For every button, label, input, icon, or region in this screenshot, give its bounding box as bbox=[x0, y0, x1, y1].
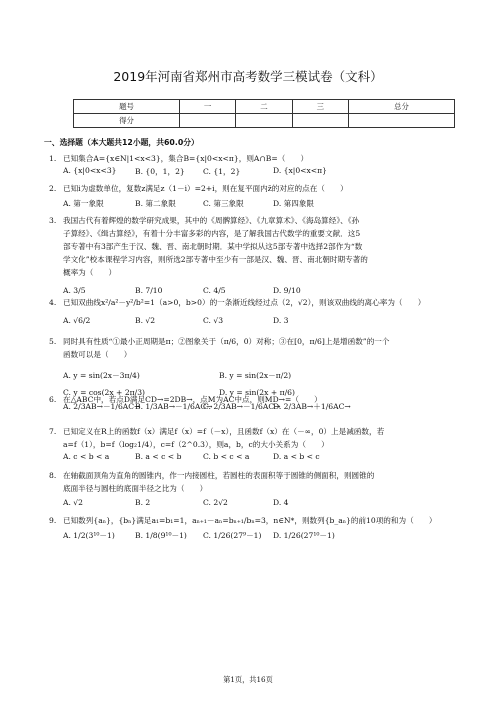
question-5 bbox=[49, 335, 449, 361]
answer-option-d[interactable]: D. y = sin(2x + π/6) bbox=[219, 388, 295, 397]
table-cell bbox=[179, 114, 235, 128]
table-cell bbox=[236, 114, 292, 128]
question-3 bbox=[49, 214, 449, 279]
answer-option-c[interactable]: C. 2√2 bbox=[203, 498, 228, 507]
answer-option-d[interactable]: D. a < b < c bbox=[273, 452, 320, 461]
question-number: 8. bbox=[49, 471, 57, 480]
table-cell: 总分 bbox=[349, 100, 455, 114]
question-stem-line: 已知数列{aₙ}，{bₙ}满足a₁=b₁=1，aₙ₊₁－aₙ=bₙ₊₁/bₙ=3，n∈N*，则数列{b_aₙ}的前10项的和为（ ） bbox=[63, 516, 437, 525]
section-heading: 一、选择题（本大题共12小题，共60.0分） bbox=[44, 138, 199, 147]
question-number: 3. bbox=[49, 216, 57, 225]
table-cell: 得分 bbox=[74, 114, 180, 128]
answer-option-b[interactable]: B. √2 bbox=[135, 316, 156, 325]
table-cell bbox=[292, 114, 348, 128]
question-stem-line: 在△ABC中，若点D满足CD→=2DB→，点M为AC中点，则MD→=（ ） bbox=[63, 395, 322, 404]
answer-option-c[interactable]: C. 2/3AB→－1/6AC→ bbox=[203, 402, 281, 411]
question-stem-line: 函数可以是（ ） bbox=[63, 350, 132, 359]
answer-option-c[interactable]: C. 第三象限 bbox=[203, 199, 244, 208]
table-cell: 题号 bbox=[74, 100, 180, 114]
answer-option-d[interactable]: D. 第四象限 bbox=[273, 199, 315, 208]
question-number: 9. bbox=[49, 516, 57, 525]
question-stem-line: 已知双曲线x²/a²－y²/b²=1（a>0，b>0）的一条渐近线经过点（2，√2），则该双曲线的离心率为（ ） bbox=[63, 298, 426, 307]
question-4 bbox=[49, 296, 449, 309]
answer-option-d[interactable]: D. 1/26(27¹⁰－1) bbox=[273, 531, 335, 540]
answer-option-a[interactable]: A. c < b < a bbox=[63, 452, 110, 461]
question-stem-line: 我国古代有着辉煌的数学研究成果，其中的《周髀算经》、《九章算术》、《海岛算经》、《孙 bbox=[63, 216, 360, 225]
answer-option-c[interactable]: C. y = cos(2x + 2π/3) bbox=[63, 388, 146, 397]
answer-option-d[interactable]: D. 9/10 bbox=[273, 286, 301, 295]
table-cell: 一 bbox=[179, 100, 235, 114]
score-table bbox=[73, 99, 455, 128]
page-title: 2019年河南省郑州市高考数学三模试卷（文科） bbox=[113, 69, 383, 84]
table-cell: 二 bbox=[236, 100, 292, 114]
answer-option-a[interactable]: A. 2/3AB→－1/6AC→ bbox=[63, 402, 141, 411]
answer-option-d[interactable]: D. {x|0<x<π} bbox=[273, 166, 327, 175]
question-stem-line: 已知i为虚数单位，复数z满足z（1－i）=2+i，则在复平面内z̄的对应的点在（ ） bbox=[63, 184, 348, 193]
table-cell: 三 bbox=[292, 100, 348, 114]
answer-option-b[interactable]: B. 1/3AB→－1/6AC→ bbox=[135, 402, 213, 411]
answer-option-a[interactable]: A. 3/5 bbox=[63, 286, 86, 295]
answer-option-a[interactable]: A. y = sin(2x－3π/4) bbox=[63, 371, 140, 380]
question-stem-line: 概率为（ ） bbox=[63, 268, 117, 277]
question-stem-line: 在轴截面顶角为直角的圆锥内，作一内接圆柱，若圆柱的表面积等于圆锥的侧面积，则圆锥的 bbox=[63, 471, 375, 480]
question-stem-line: 已知定义在R上的函数f（x）满足f（x）=f（－x），且函数f（x）在（－∞，0）上是减函数，若 bbox=[63, 427, 385, 436]
answer-option-d[interactable]: D. 2/3AB→＋1/6AC→ bbox=[273, 402, 351, 411]
answer-option-b[interactable]: B. 1/8(9¹⁰－1) bbox=[135, 531, 187, 540]
table-cell bbox=[349, 114, 455, 128]
answer-option-a[interactable]: A. 1/2(3¹⁰－1) bbox=[63, 531, 115, 540]
question-stem-line: 同时具有性质“①最小正周期是π；②图象关于（π/6，0）对称；③在[0，π/6]上是增函数”的一个 bbox=[63, 337, 390, 346]
question-number: 7. bbox=[49, 427, 57, 436]
question-1 bbox=[49, 152, 449, 165]
answer-option-d[interactable]: D. 4 bbox=[273, 498, 289, 507]
answer-option-c[interactable]: C. √3 bbox=[203, 316, 224, 325]
question-stem-line: a=f（1），b=f（log₂1/4），c=f（2^0.3），则a，b，c的大小关系为（ ） bbox=[63, 440, 329, 449]
answer-option-c[interactable]: C. {1，2} bbox=[203, 167, 241, 176]
answer-option-a[interactable]: A. √6/2 bbox=[63, 316, 91, 325]
answer-option-b[interactable]: B. y = sin(2x－π/2) bbox=[219, 371, 292, 380]
answer-option-c[interactable]: C. 4/5 bbox=[203, 286, 226, 295]
answer-option-b[interactable]: B. 2 bbox=[135, 498, 151, 507]
answer-option-a[interactable]: A. {x|0<x<3} bbox=[63, 166, 117, 175]
answer-option-c[interactable]: C. b < c < a bbox=[203, 452, 250, 461]
question-number: 5. bbox=[49, 337, 57, 346]
answer-option-b[interactable]: B. {0，1，2} bbox=[135, 167, 185, 176]
question-stem-line: 子算经》、《缉古算经》，有着十分丰富多彩的内容，是了解我国古代数学的重要文献．这5 bbox=[63, 229, 361, 238]
answer-option-d[interactable]: D. 3 bbox=[273, 316, 289, 325]
answer-option-a[interactable]: A. 第一象限 bbox=[63, 199, 104, 208]
question-number: 2. bbox=[49, 184, 57, 193]
question-number: 4. bbox=[49, 298, 57, 307]
score-table-header-row bbox=[74, 100, 455, 114]
answer-option-c[interactable]: C. 1/26(27⁹－1) bbox=[203, 531, 262, 540]
question-number: 6. bbox=[49, 395, 57, 404]
question-stem-line: 底面半径与圆柱的底面半径之比为（ ） bbox=[63, 484, 208, 493]
page-footer: 第1页，共16页 bbox=[223, 675, 273, 684]
answer-option-b[interactable]: B. 7/10 bbox=[135, 286, 163, 295]
question-8 bbox=[49, 469, 449, 495]
question-stem-line: 学文化”校本课程学习内容，则所选2部专著中至少有一部是汉、魏、晋、南北朝时期专著的 bbox=[63, 255, 368, 264]
answer-option-b[interactable]: B. 第二象限 bbox=[135, 199, 176, 208]
question-stem-line: 已知集合A={x∈N|1<x<3}，集合B={x|0<x<π}，则A∩B=（ ） bbox=[63, 154, 309, 163]
answer-option-a[interactable]: A. √2 bbox=[63, 498, 83, 507]
question-7 bbox=[49, 425, 449, 451]
answer-option-b[interactable]: B. a < c < b bbox=[135, 452, 182, 461]
question-2 bbox=[49, 182, 449, 195]
score-table-score-row bbox=[74, 114, 455, 128]
question-9 bbox=[49, 514, 449, 527]
question-stem-line: 部专著中有3部产生于汉、魏、晋、南北朝时期．某中学拟从这5部专著中选择2部作为“数 bbox=[63, 242, 363, 251]
question-number: 1. bbox=[49, 154, 57, 163]
